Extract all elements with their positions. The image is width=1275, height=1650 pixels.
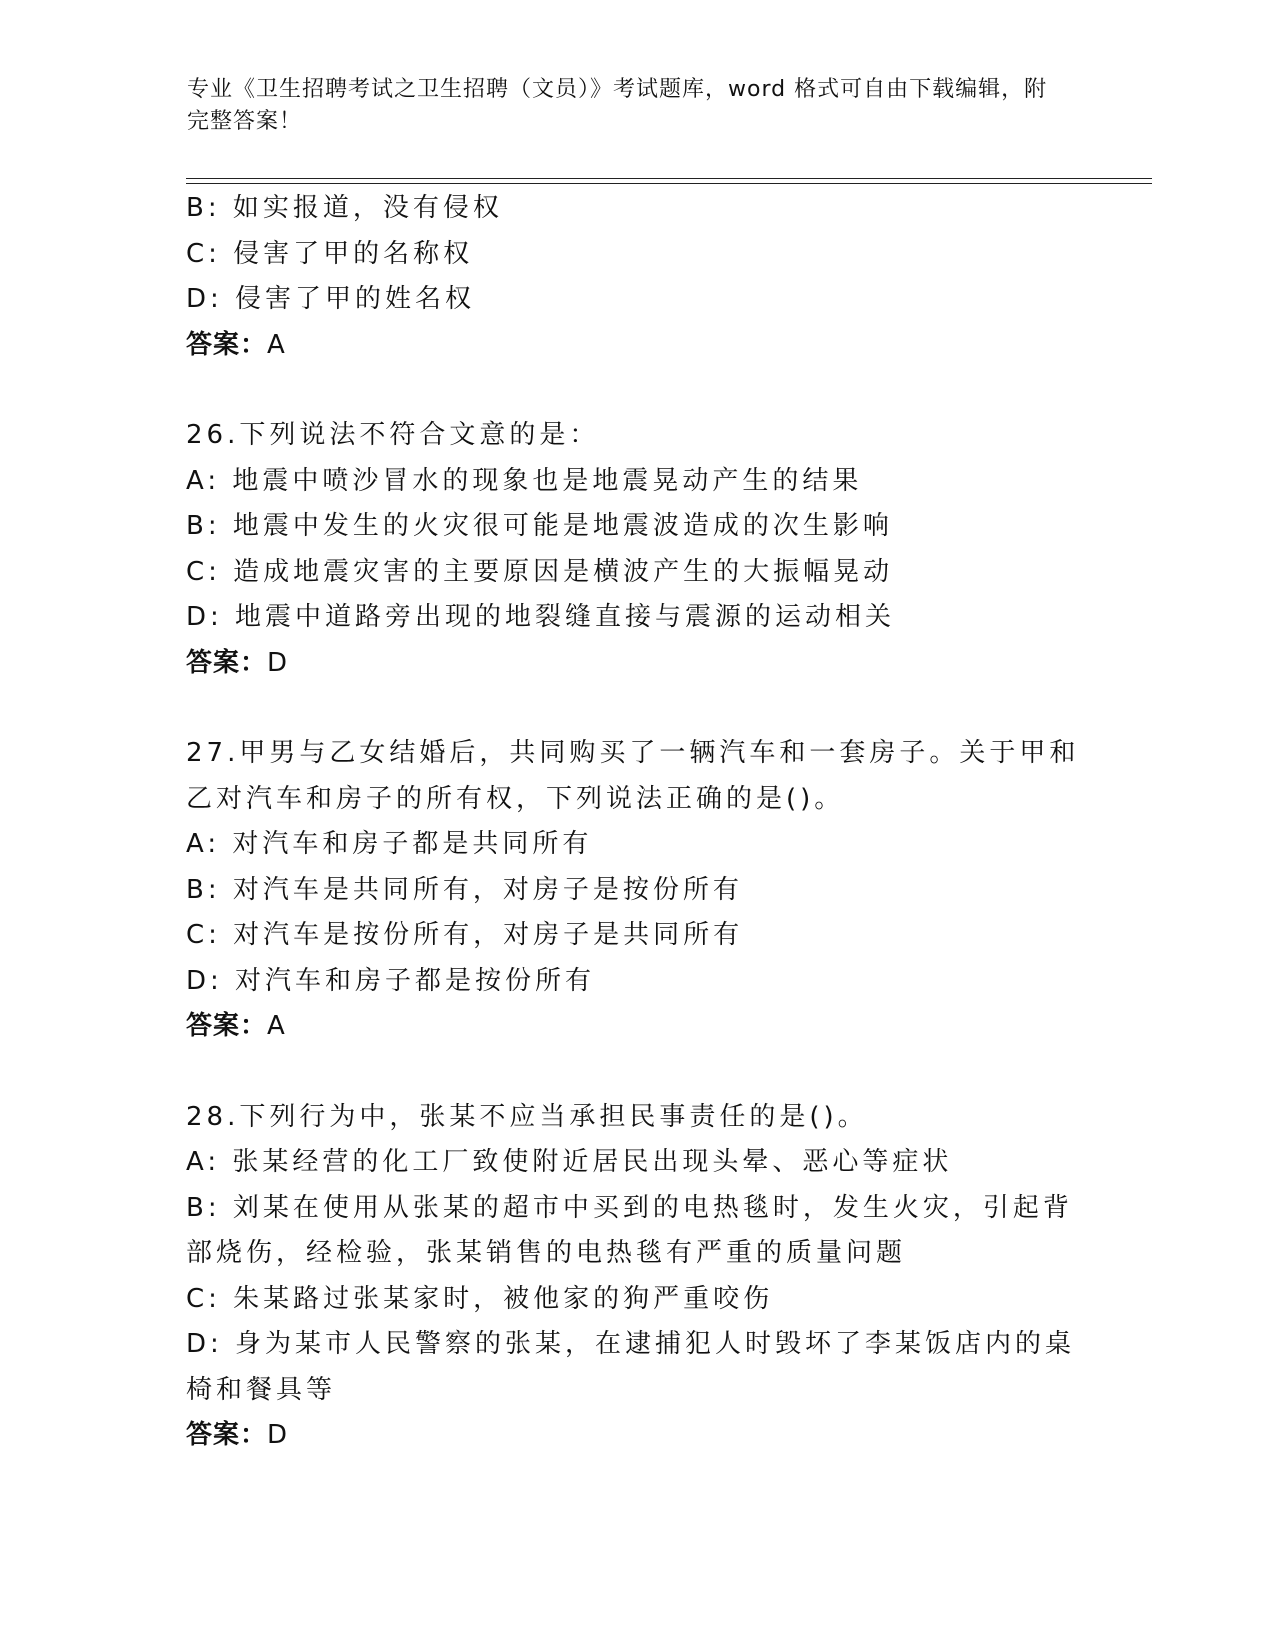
answer-label: 答案： <box>186 1420 268 1450</box>
answer-line <box>186 323 1086 369</box>
option-d: D: 对汽车和房子都是按份所有 <box>186 965 596 996</box>
option-c: C: 造成地震灾害的主要原因是横波产生的大振幅晃动 <box>186 556 894 587</box>
answer-line <box>186 1004 1086 1050</box>
header-rule-bottom <box>186 183 1152 184</box>
option-a: A: 对汽车和房子都是共同所有 <box>186 829 593 859</box>
option-b: B: 刘某在使用从张某的超市中买到的电热毯时，发生火灾，引起背部烧伤，经检验，张某销售的电热毯有严重的质量问题 <box>186 1192 1073 1268</box>
answer-value: D <box>267 1420 289 1450</box>
question-stem: 26.下列说法不符合文意的是： <box>186 420 600 450</box>
question-list <box>186 186 1086 1459</box>
option-b: B: 如实报道，没有侵权 <box>186 193 503 223</box>
answer-label: 答案： <box>186 647 268 678</box>
question-block-26 <box>186 413 1086 686</box>
option-c: C: 朱某路过张某家时，被他家的狗严重咬伤 <box>186 1283 774 1314</box>
option-b: B: 对汽车是共同所有，对房子是按份所有 <box>186 874 743 905</box>
answer-label: 答案： <box>186 1011 268 1041</box>
question-block-28 <box>186 1095 1086 1459</box>
answer-value: A <box>267 329 286 360</box>
option-a: A: 张某经营的化工厂致使附近居民出现头晕、恶心等症状 <box>186 1147 953 1177</box>
answer-value: D <box>267 647 289 678</box>
answer-line <box>186 641 1086 687</box>
question-block-27 <box>186 731 1086 1050</box>
page-header: 专业《卫生招聘考试之卫生招聘（文员）》考试题库，word 格式可自由下载编辑，附完整答案！ <box>187 77 1048 134</box>
question-stem: 28.下列行为中，张某不应当承担民事责任的是()。 <box>186 1101 868 1132</box>
question-stem: 27.甲男与乙女结婚后，共同购买了一辆汽车和一套房子。关于甲和乙对汽车和房子的所有权，下列说法正确的是()。 <box>186 738 1080 814</box>
header-rule-top <box>186 178 1152 179</box>
answer-label: 答案： <box>186 329 268 360</box>
answer-line <box>186 1413 1086 1459</box>
option-c: C: 侵害了甲的名称权 <box>186 238 474 269</box>
option-d: D: 侵害了甲的姓名权 <box>186 284 476 314</box>
option-c: C: 对汽车是按份所有，对房子是共同所有 <box>186 920 744 950</box>
answer-value: A <box>267 1011 286 1041</box>
option-a: A: 地震中喷沙冒水的现象也是地震晃动产生的结果 <box>186 465 863 496</box>
option-d: D: 地震中道路旁出现的地裂缝直接与震源的运动相关 <box>186 602 896 632</box>
option-b: B: 地震中发生的火灾很可能是地震波造成的次生影响 <box>186 511 893 541</box>
question-block-prev <box>186 186 1086 368</box>
option-d: D: 身为某市人民警察的张某，在逮捕犯人时毁坏了李某饭店内的桌椅和餐具等 <box>186 1329 1076 1405</box>
